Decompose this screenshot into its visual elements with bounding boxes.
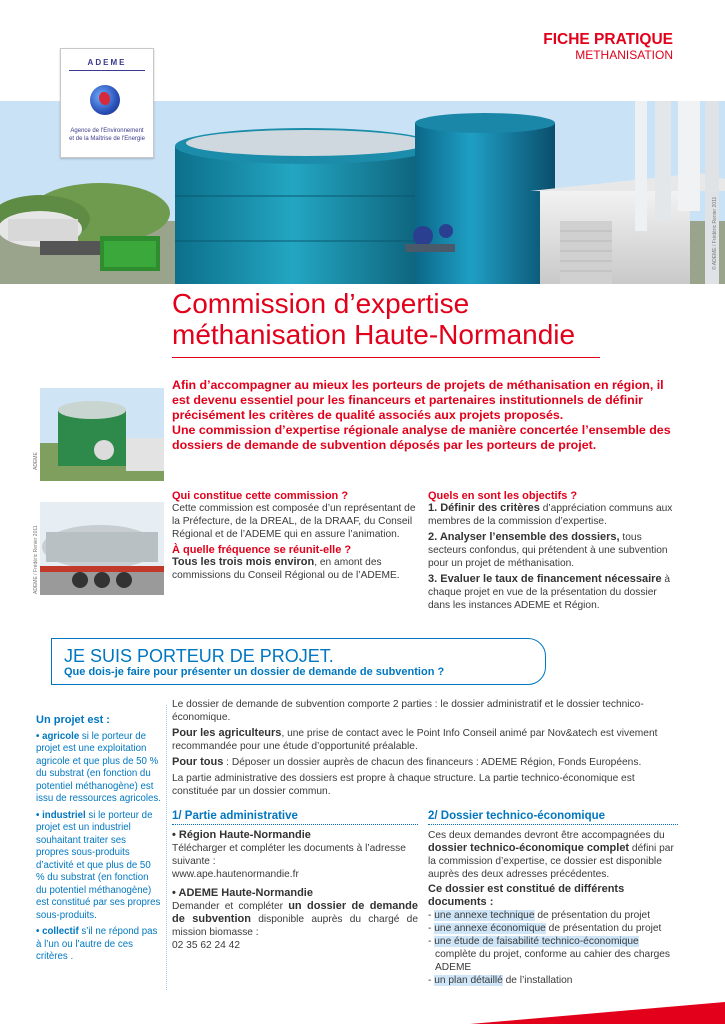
footer-stripe xyxy=(0,994,725,1024)
techno-intro-1: Ces deux demandes devront être accompagnées du xyxy=(428,830,665,841)
logo-tagline-line2: et de la Maîtrise de l'Energie xyxy=(69,136,145,142)
hero-photo-credit: © ADEME / Frédéric Renier 2011 xyxy=(712,196,718,270)
title-rule xyxy=(172,357,600,358)
list-item-highlight: une étude de faisabilité technico-économique xyxy=(434,936,639,947)
objective-item-text: d’appréciation communs aux membres de la commission d’expertise. xyxy=(428,503,673,527)
logo-separator xyxy=(69,70,145,71)
list-item: - une étude de faisabilité technico-économique complète du projet, conforme au cahier des charges ADEME xyxy=(428,936,671,973)
list-item-highlight: une annexe économique xyxy=(434,923,546,934)
objective-item xyxy=(428,531,676,570)
region-url-link[interactable]: www.ape.hautenormandie.fr xyxy=(172,869,299,880)
objective-item-bold: 1. Définir des critères xyxy=(428,502,540,514)
frequency-heading: À quelle fréquence se réunit-elle ? xyxy=(172,544,352,556)
page-title xyxy=(172,288,702,350)
objective-item xyxy=(428,502,676,528)
main-text xyxy=(172,698,676,801)
list-item-text: de présentation du projet xyxy=(545,923,662,934)
composition-text: Cette commission est composée d’un représentant de la Préfecture, de la DREAL, de la DRAAF, du Conseil Régional et de l’ADEME qui en assure l’animation. xyxy=(172,503,416,540)
page-title-line2: méthanisation Haute-Normandie xyxy=(172,319,576,350)
fiche-badge xyxy=(543,31,673,62)
composition-section xyxy=(172,490,418,582)
industriel-label: • industriel xyxy=(36,809,86,821)
sidebar-item-industriel xyxy=(36,810,161,923)
ademe-logo xyxy=(60,48,154,158)
tanker-photo xyxy=(40,502,164,595)
techno-intro-bold: dossier technico-économique complet xyxy=(428,842,630,854)
collectif-text: s’il ne répond pas à l’un ou l’autre de ces critères . xyxy=(36,926,158,962)
collectif-label: • collectif xyxy=(36,926,79,937)
sidebar-item-collectif xyxy=(36,926,161,964)
techno-intro-2: défini par la commission d’expertise, ce dossier est disponible auprès des deux adresses précédentes. xyxy=(428,843,674,880)
objective-item-bold: 2. Analyser l’ensemble des dossiers, xyxy=(428,531,620,543)
list-item-highlight: une annexe technique xyxy=(434,910,535,921)
techno-heading: 2/ Dossier technico-économique xyxy=(428,810,606,822)
logo-tagline-line1: Agence de l'Environnement xyxy=(70,128,144,134)
techno-section xyxy=(428,810,678,987)
industriel-text: si le porteur de projet est un industriel souhaitant traiter ses propres sous-produits d’activité et que plus de 50 % du substrat (en fonction du potentiel méthanogène) est constitué par ses propres sous-produits. xyxy=(36,809,161,921)
list-item-text: complète du projet, conforme au cahier des charges ADEME xyxy=(435,949,671,973)
tanker-image xyxy=(40,502,164,595)
frequency-text xyxy=(172,556,418,582)
main-paragraph-4: La partie administrative des dossiers est propre à chaque structure. La partie technico-économique est constituée par un dossier commun. xyxy=(172,773,635,797)
pour-tous-text: : Déposer un dossier auprès de chacun des financeurs : ADEME Région, Fonds Européens. xyxy=(223,757,642,768)
sidebar-item-agricole xyxy=(36,731,161,806)
sidebar-divider xyxy=(166,705,167,990)
main-paragraph-1: Le dossier de demande de subvention comporte 2 parties : le dossier administratif et le dossier technico-économique. xyxy=(172,699,644,723)
project-type-sidebar xyxy=(36,714,161,964)
intro xyxy=(172,378,674,453)
intro-paragraph-1: Afin d’accompagner au mieux les porteurs de projets de méthanisation en région, il est devenu essentiel pour les financeurs et partenaires institutionnels de définir précisément les critères de qualité associés aux projets proposés. xyxy=(172,378,664,422)
page-title-line1: Commission d’expertise xyxy=(172,288,470,319)
admin-section xyxy=(172,810,418,952)
agricole-label: • agricole xyxy=(36,730,80,742)
digester-image xyxy=(40,388,164,481)
objectives-heading: Quels en sont les objectifs ? xyxy=(428,490,578,502)
composition-heading: Qui constitue cette commission ? xyxy=(172,490,349,502)
ademe-phone: 02 35 62 24 42 xyxy=(172,940,240,951)
objective-item-text: à chaque projet en vue de la présentation du dossier dans les instances ADEME et Région. xyxy=(428,574,671,611)
admin-heading-rule xyxy=(172,824,418,825)
region-heading: • Région Haute-Normandie xyxy=(172,829,311,841)
fiche-title: FICHE PRATIQUE xyxy=(543,31,673,48)
list-item-text: de présentation du projet xyxy=(534,910,651,921)
objectives-section xyxy=(428,490,676,612)
admin-heading: 1/ Partie administrative xyxy=(172,810,298,822)
objective-item-bold: 3. Evaluer le taux de financement nécessaire xyxy=(428,573,662,585)
techno-intro xyxy=(428,829,678,881)
techno-heading-rule xyxy=(428,824,678,825)
logo-name: ADEME xyxy=(87,58,127,67)
list-item: - un plan détaillé de l’installation xyxy=(428,975,573,986)
tanker-photo-credit: ADEME / Frédéric Renier 2011 xyxy=(33,525,39,594)
pour-tous-bold: Pour tous xyxy=(172,756,224,768)
ademe-bold: un dossier de demande de subvention xyxy=(172,900,418,925)
ademe-text-2: disponible auprès du chargé de mission biomasse : xyxy=(172,914,418,938)
objective-item xyxy=(428,573,676,612)
digester-photo xyxy=(40,388,164,481)
list-item: - une annexe technique de présentation du projet xyxy=(428,910,651,921)
porteur-band-subtitle: Que dois-je faire pour présenter un dossier de demande de subvention ? xyxy=(64,666,445,678)
sidebar-heading: Un projet est : xyxy=(36,714,110,726)
frequency-bold: Tous les trois mois environ xyxy=(172,556,315,568)
agriculteurs-bold: Pour les agriculteurs xyxy=(172,727,282,739)
frequency-rest: , en amont des commissions du Conseil Régional ou de l’ADEME. xyxy=(172,557,400,581)
techno-document-list xyxy=(428,909,678,987)
techno-list-heading: Ce dossier est constitué de différents documents : xyxy=(428,883,625,908)
agriculteurs-text: , une prise de contact avec le Point Info Conseil animé par Nov&atech est vivement recommandée pour une étude d’opportunité préalable. xyxy=(172,728,658,752)
fiche-subtitle: METHANISATION xyxy=(575,48,673,62)
list-item: - une annexe économique de présentation du projet xyxy=(428,923,662,934)
globe-icon xyxy=(90,85,120,115)
list-item-text: de l’installation xyxy=(502,975,573,986)
intro-paragraph-2: Une commission d’expertise régionale analyse de manière concertée l’ensemble des dossiers de demande de subvention déposés par les porteurs de projet. xyxy=(172,423,671,452)
region-text: Télécharger et compléter les documents à l’adresse suivante : xyxy=(172,843,406,867)
ademe-text-1: Demander et compléter xyxy=(172,901,289,912)
digester-photo-credit: ADEME xyxy=(33,452,39,470)
porteur-band-title: JE SUIS PORTEUR DE PROJET. xyxy=(64,646,334,666)
logo-tagline xyxy=(65,127,149,143)
main-paragraph-2 xyxy=(172,727,676,753)
agricole-text: si le porteur de projet est une exploitation agricole et que plus de 50 % du substrat (en fonction du potentiel méthanogène) est issu de ressources agricoles. xyxy=(36,730,161,804)
list-item-highlight: un plan détaillé xyxy=(434,975,503,986)
ademe-heading: • ADEME Haute-Normandie xyxy=(172,887,313,899)
main-paragraph-3 xyxy=(172,756,676,769)
ademe-text xyxy=(172,900,418,939)
objective-item-text: tous secteurs confondus, qui prétendent à une subvention pour un projet de méthanisation. xyxy=(428,532,668,569)
